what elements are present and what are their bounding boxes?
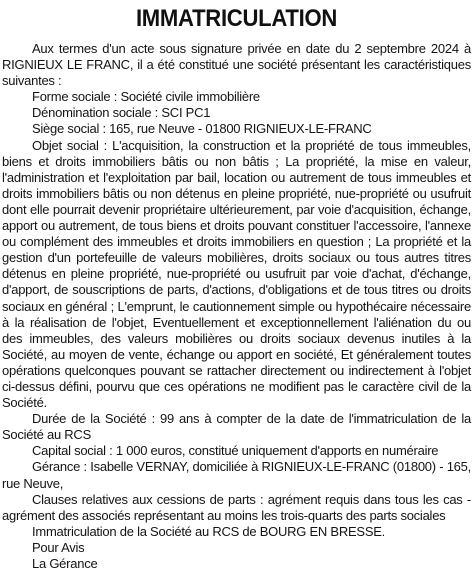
capital-line: Capital social : 1 000 euros, constitué uniquement d'apports en numéraire [32,443,439,459]
legal-form-line: Forme sociale : Société civile immobilière [32,89,260,105]
notice-title: IMMATRICULATION [135,5,338,32]
intro-paragraph: Aux termes d'un acte sous signature privée en date du 2 septembre 2024 à RIGNIEUX LE FRANC, il a été constitué une société présentant les caractéristiques suivantes : [2,41,471,89]
pour-avis-line: Pour Avis [32,539,85,555]
registered-office-line: Siège social : 165, rue Neuve - 01800 RIGNIEUX-LE-FRANC [32,121,372,137]
signature-line: La Gérance [32,556,98,571]
share-transfer-clause-paragraph: Clauses relatives aux cessions de parts : agrément requis dans tous les cas - agrément des associés représentant au moins les trois-quarts des parts sociales [2,491,471,523]
notice-body [2,41,471,572]
corporate-purpose-paragraph: Objet social : L'acquisition, la construction et la propriété de tous immeubles, biens et droits immobiliers bâtis ou non bâtis ; La propriété, la mise en valeur, l'administration et l'exploitation par bail, location ou autrement de tous immeubles et droits immobiliers bâtis ou non détenus en pleine propriété, nue-propriété ou usufruit dont elle pourrait devenir propriétaire ultérieurement, par voie d'acquisition, échange, apport ou autrement, de tous biens et droits pouvant constituer l'accessoire, l'annexe ou complément des immeubles et droits immobiliers en question ; La propriété et la gestion d'un portefeuille de valeurs mobilières, droits sociaux ou tous autres titres détenus en pleine propriété, nue-propriété ou usufruit par voie d'achat, d'échange, d'apport, de souscriptions de parts, d'actions, d'obligations et de tous titres ou droits sociaux en général ; L'emprunt, le cautionnement simple ou hypothécaire nécessaire à la réalisation de l'objet, Eventuellement et exceptionnellement l'aliénation du ou des immeubles, des valeurs mobilières ou droits sociaux devenus inutiles à la Société, au moyen de vente, échange ou apport en société, Et généralement toutes opérations quelconques pouvant se rattacher directement ou indirectement à l'objet ci-dessus défini, pourvu que ces opérations ne modifient pas le caractère civil de la Société. [2,137,471,411]
registration-line: Immatriculation de la Société au RCS de BOURG EN BRESSE. [32,523,386,539]
duration-paragraph: Durée de la Société : 99 ans à compter de la date de l'immatriculation de la Société au RCS [2,411,471,443]
company-name-line: Dénomination sociale : SCI PC1 [32,105,211,121]
management-paragraph: Gérance : Isabelle VERNAY, domiciliée à RIGNIEUX-LE-FRANC (01800) - 165, rue Neuve, [2,459,471,491]
